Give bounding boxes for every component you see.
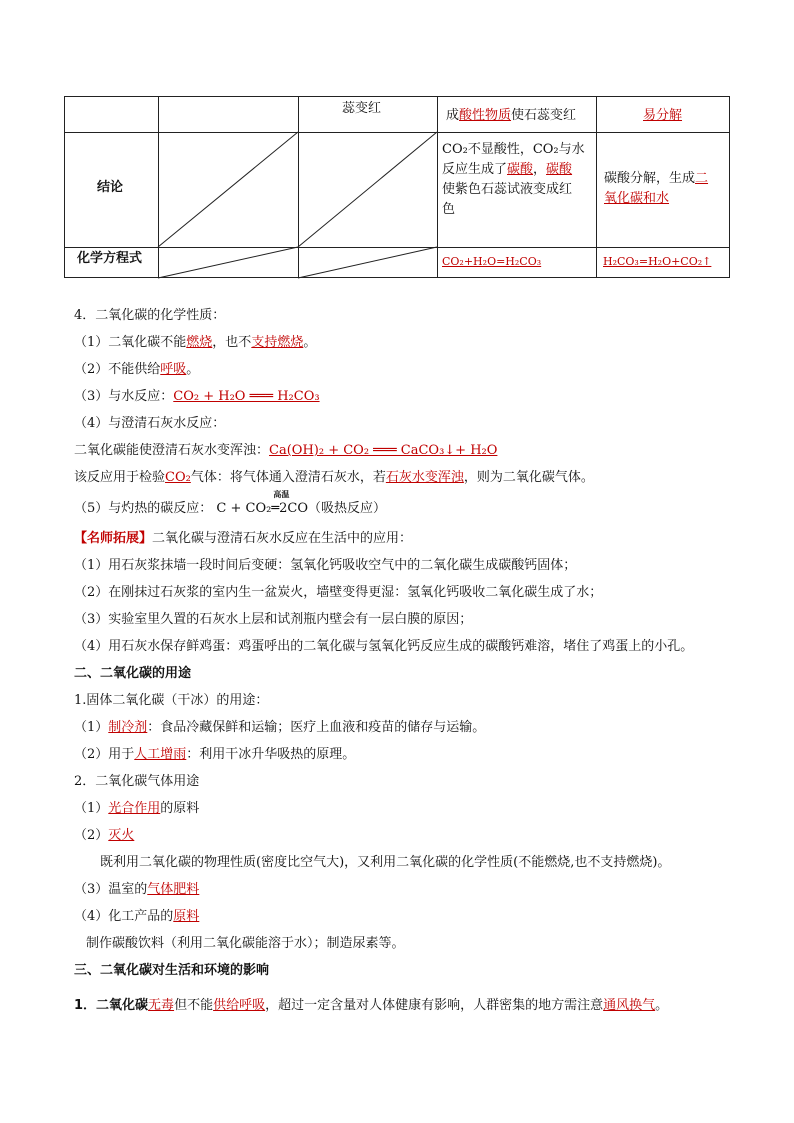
extension-item-3: （3）实验室里久置的石灰水上层和试剂瓶内壁会有一层白膜的原因； <box>74 612 473 627</box>
cell-conclusion-co2: CO₂不显酸性，CO₂与水 反应生成了碳酸，碳酸 使紫色石蕊试液变成红 色 <box>442 142 585 217</box>
row-label-equation: 化学方程式 <box>77 251 143 266</box>
properties-table <box>64 96 730 278</box>
cell-acid-substance: 成酸性物质使石蕊变红 <box>446 108 577 123</box>
cell-easy-decompose: 易分解 <box>643 108 683 123</box>
chemical-products-note: 制作碳酸饮料（利用二氧化碳能溶于水）；制造尿素等。 <box>86 936 405 951</box>
property-5: （5）与灼热的碳反应： C + CO₂ 高温 ═2CO（吸热反应） <box>74 499 386 519</box>
dry-ice-heading: 1.固体二氧化碳（干冰）的用途： <box>74 693 269 708</box>
cell-conclusion-carbonic: 碳酸分解，生成二 氧化碳和水 <box>604 171 709 206</box>
section-uses-heading: 二、二氧化碳的用途 <box>74 666 192 681</box>
extension-item-1: （1）用石灰浆抹墙一段时间后变硬：氢氧化钙吸收空气中的二氧化碳生成碳酸钙固体； <box>74 558 577 573</box>
gas-use-3: （3）温室的气体肥料 <box>74 882 200 897</box>
dry-ice-use-2: （2）用于人工增雨：利用干冰升华吸热的原理。 <box>74 747 356 762</box>
extension-item-4: （4）用石灰水保存鲜鸡蛋：鸡蛋呼出的二氧化碳与氢氧化钙反应生成的碳酸钙难溶，堵住了鸡蛋上的小孔。 <box>74 639 694 654</box>
gas-use-2: （2）灭火 <box>74 828 135 843</box>
section-4-heading: 4．二氧化碳的化学性质： <box>74 308 226 323</box>
gas-uses-heading: 2．二氧化碳气体用途 <box>74 774 200 789</box>
extension-item-2: （2）在刚抹过石灰浆的室内生一盆炭火，墙壁变得更湿：氢氧化钙吸收二氧化碳生成了水； <box>74 585 603 600</box>
gas-use-4: （4）化工产品的原料 <box>74 909 200 924</box>
row-label-conclusion: 结论 <box>97 180 124 195</box>
cell-equation-decompose: H₂CO₃=H₂O+CO₂↑ <box>603 255 712 268</box>
teacher-extension: 【名师拓展】二氧化碳与澄清石灰水反应在生活中的应用： <box>74 531 413 546</box>
dry-ice-use-1: （1）制冷剂：食品冷藏保鲜和运输；医疗上血液和疫苗的储存与运输。 <box>74 720 486 735</box>
cell-litmus-text: 蕊变红 <box>342 101 382 116</box>
fire-extinguish-explanation: 既利用二氧化碳的物理性质(密度比空气大)，又利用二氧化碳的化学性质(不能燃烧,也不支持燃烧)。 <box>100 855 671 870</box>
reaction-condition: 高温 ═ <box>271 489 290 516</box>
property-1: （1）二氧化碳不能燃烧，也不支持燃烧。 <box>74 335 317 350</box>
extension-tag: 【名师拓展】 <box>74 531 153 546</box>
property-4-equation: 二氧化碳能使澄清石灰水变浑浊：Ca(OH)₂ + CO₂ ═══ CaCO₃↓+ H₂O <box>74 443 498 458</box>
property-3: （3）与水反应：CO₂ + H₂O ═══ H₂CO₃ <box>74 389 320 404</box>
gas-use-1: （1）光合作用的原料 <box>74 801 200 816</box>
property-4: （4）与澄清石灰水反应： <box>74 416 226 431</box>
section-impact-heading: 三、二氧化碳对生活和环境的影响 <box>74 963 270 978</box>
impact-item-1: 1．二氧化碳无毒但不能供给呼吸，超过一定含量对人体健康有影响，人群密集的地方需注意通风换气。 <box>74 998 669 1013</box>
cell-equation-co2-water: CO₂+H₂O=H₂CO₃ <box>442 255 542 268</box>
property-2: （2）不能供给呼吸。 <box>74 362 200 377</box>
property-4-test: 该反应用于检验CO₂气体：将气体通入澄清石灰水，若石灰水变浑浊，则为二氧化碳气体。 <box>74 470 594 485</box>
